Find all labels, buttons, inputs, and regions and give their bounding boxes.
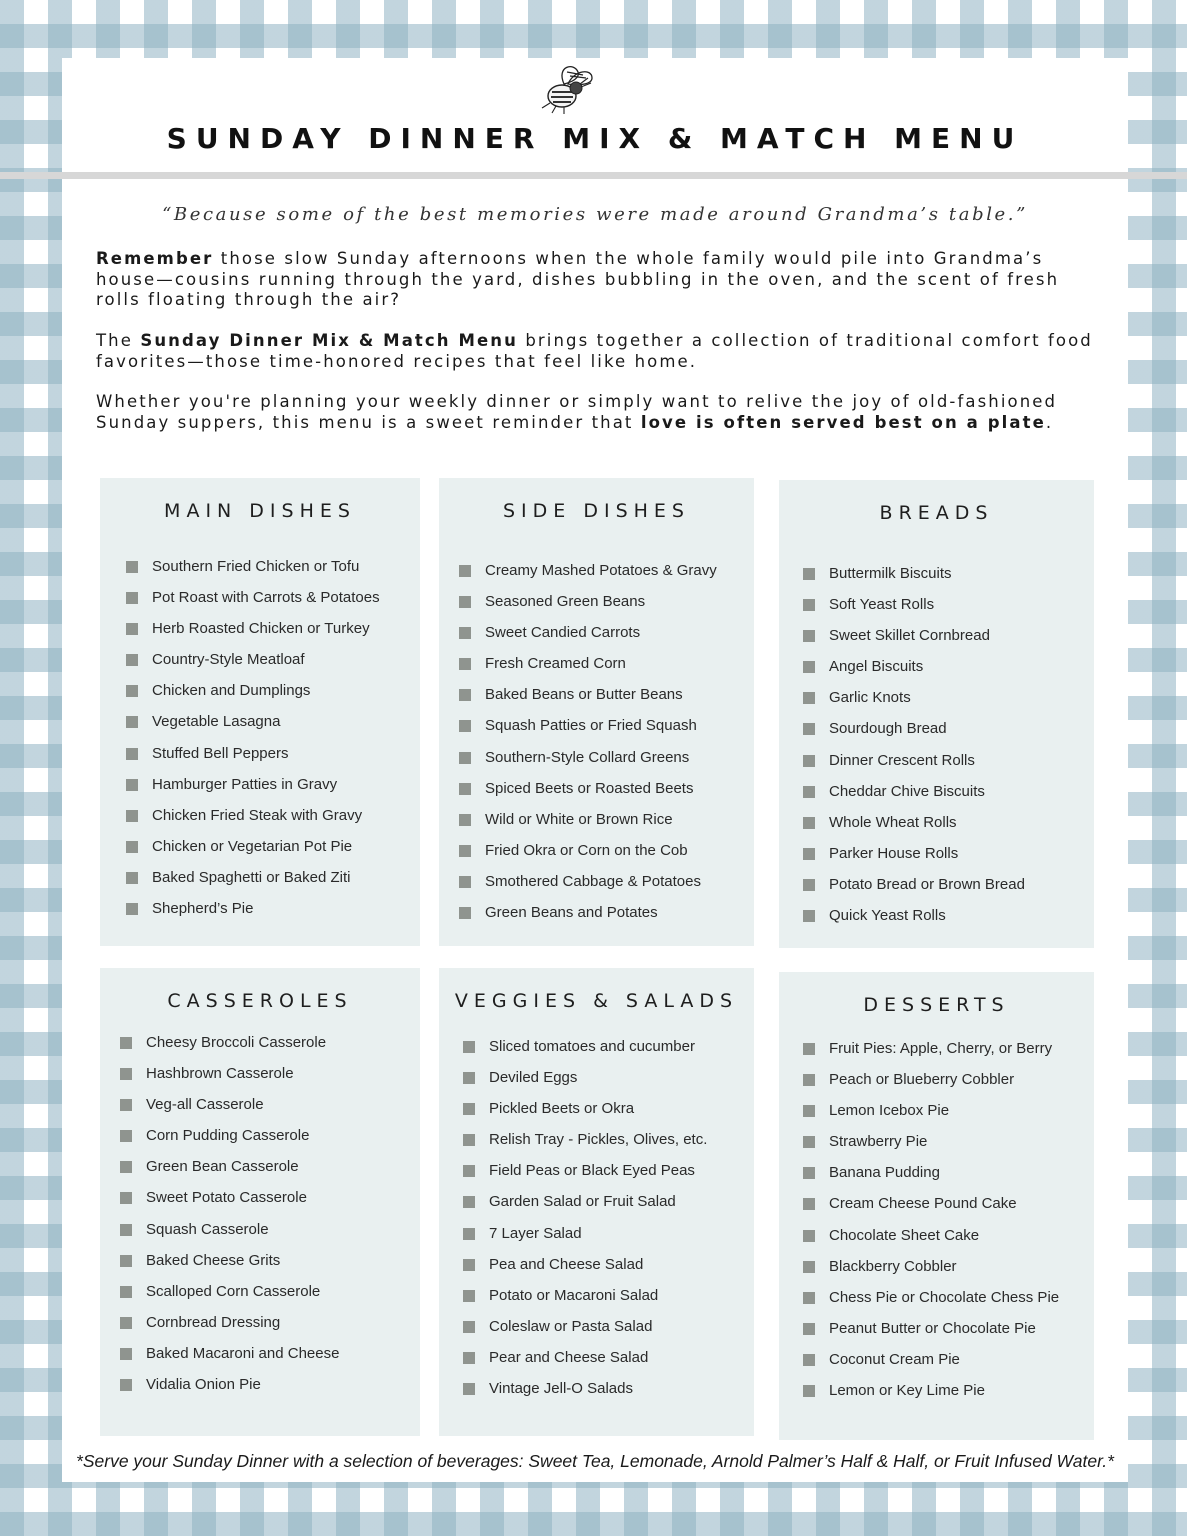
list-item: [803, 689, 1025, 720]
square-bullet-icon: [803, 1292, 815, 1304]
item-label: Soft Yeast Rolls: [829, 596, 935, 614]
item-label: Pea and Cheese Salad: [489, 1255, 644, 1273]
beverage-note: *Serve your Sunday Dinner with a selection of beverages: Sweet Tea, Lemonade, Arnold Palmer’s Half & Half, or Fruit Infused Water.*: [76, 1451, 1114, 1471]
item-label: Parker House Rolls: [829, 844, 959, 862]
square-bullet-icon: [126, 748, 138, 760]
square-bullet-icon: [463, 1352, 475, 1364]
square-bullet-icon: [126, 654, 138, 666]
list-item: [459, 686, 717, 717]
square-bullet-icon: [459, 596, 471, 608]
item-label: Sliced tomatoes and cucumber: [489, 1038, 695, 1055]
square-bullet-icon: [803, 599, 815, 611]
square-bullet-icon: [120, 1161, 132, 1173]
square-bullet-icon: [463, 1196, 475, 1208]
item-label: Pickled Beets or Okra: [489, 1100, 635, 1118]
list-item: [120, 1252, 339, 1283]
list-item: [803, 1133, 1059, 1164]
item-label: Cornbread Dressing: [146, 1313, 281, 1331]
square-bullet-icon: [803, 1198, 815, 1210]
bee-icon: [534, 62, 598, 116]
item-label: Baked Beans or Butter Beans: [485, 686, 683, 704]
item-label: Shepherd’s Pie: [152, 900, 254, 918]
item-label: Fried Okra or Corn on the Cob: [485, 841, 688, 859]
list-item: [459, 562, 717, 593]
list-item: [120, 1127, 339, 1158]
list-item: [463, 1287, 707, 1318]
item-label: Seasoned Green Beans: [485, 593, 646, 611]
list-item: [463, 1318, 707, 1349]
list-item: [803, 658, 1025, 689]
square-bullet-icon: [803, 568, 815, 580]
list-item: [126, 651, 380, 682]
square-bullet-icon: [120, 1286, 132, 1298]
square-bullet-icon: [463, 1383, 475, 1395]
item-label: Vintage Jell-O Salads: [489, 1380, 633, 1398]
section-desserts: [779, 972, 1094, 1440]
square-bullet-icon: [459, 565, 471, 577]
square-bullet-icon: [459, 689, 471, 701]
square-bullet-icon: [120, 1099, 132, 1111]
list-item: [803, 1227, 1059, 1258]
list-item: [463, 1131, 707, 1162]
list-item: [126, 838, 380, 869]
square-bullet-icon: [803, 848, 815, 860]
intro-quote: “Because some of the best memories were made around Grandma’s table.”: [162, 204, 1028, 225]
section-breads: [779, 480, 1094, 948]
square-bullet-icon: [803, 1074, 815, 1086]
square-bullet-icon: [126, 903, 138, 915]
item-list: [803, 1040, 1059, 1413]
item-label: Fresh Creamed Corn: [485, 655, 626, 673]
list-item: [459, 749, 717, 780]
list-item: [803, 1040, 1059, 1071]
item-label: Relish Tray - Pickles, Olives, etc.: [489, 1131, 708, 1149]
square-bullet-icon: [803, 1261, 815, 1273]
square-bullet-icon: [120, 1068, 132, 1080]
square-bullet-icon: [120, 1192, 132, 1204]
square-bullet-icon: [126, 685, 138, 697]
list-item: [126, 776, 380, 807]
item-label: Chicken or Vegetarian Pot Pie: [152, 837, 353, 855]
square-bullet-icon: [803, 879, 815, 891]
square-bullet-icon: [120, 1224, 132, 1236]
list-item: [803, 720, 1025, 751]
square-bullet-icon: [459, 907, 471, 919]
square-bullet-icon: [120, 1379, 132, 1391]
list-item: [803, 1289, 1059, 1320]
item-label: Squash Patties or Fried Squash: [485, 717, 697, 735]
section-title: BREADS: [879, 502, 994, 524]
item-label: Peach or Blueberry Cobbler: [829, 1071, 1015, 1089]
square-bullet-icon: [126, 561, 138, 573]
list-item: [120, 1221, 339, 1252]
square-bullet-icon: [803, 630, 815, 642]
item-list: [459, 562, 717, 935]
square-bullet-icon: [463, 1134, 475, 1146]
item-label: Cream Cheese Pound Cake: [829, 1195, 1017, 1213]
item-label: Buttermilk Biscuits: [829, 565, 952, 582]
item-label: Banana Pudding: [829, 1164, 940, 1182]
item-label: Chicken Fried Steak with Gravy: [152, 806, 363, 824]
item-label: Hashbrown Casserole: [146, 1065, 294, 1083]
square-bullet-icon: [463, 1259, 475, 1271]
item-label: Country-Style Meatloaf: [152, 651, 305, 669]
item-label: Lemon or Key Lime Pie: [829, 1382, 985, 1400]
square-bullet-icon: [126, 872, 138, 884]
item-label: Smothered Cabbage & Potatoes: [485, 872, 701, 890]
item-label: Garlic Knots: [829, 689, 911, 707]
item-label: Chocolate Sheet Cake: [829, 1226, 980, 1244]
square-bullet-icon: [459, 876, 471, 888]
item-label: Spiced Beets or Roasted Beets: [485, 779, 694, 797]
list-item: [803, 814, 1025, 845]
item-label: Hamburger Patties in Gravy: [152, 775, 338, 793]
list-item: [459, 780, 717, 811]
square-bullet-icon: [120, 1255, 132, 1267]
section-title: VEGGIES & SALADS: [454, 990, 739, 1012]
item-label: Peanut Butter or Chocolate Pie: [829, 1319, 1036, 1337]
list-item: [803, 1195, 1059, 1226]
square-bullet-icon: [459, 845, 471, 857]
page-title: SUNDAY DINNER MIX & MATCH MENU: [166, 122, 1024, 155]
list-item: [126, 558, 380, 589]
item-label: Potato Bread or Brown Bread: [829, 875, 1025, 893]
square-bullet-icon: [120, 1130, 132, 1142]
item-label: Scalloped Corn Casserole: [146, 1282, 321, 1300]
list-item: [120, 1314, 339, 1345]
item-label: Coleslaw or Pasta Salad: [489, 1317, 653, 1335]
square-bullet-icon: [803, 786, 815, 798]
square-bullet-icon: [803, 817, 815, 829]
list-item: [120, 1283, 339, 1314]
list-item: [803, 1382, 1059, 1413]
square-bullet-icon: [463, 1072, 475, 1084]
list-item: [459, 873, 717, 904]
item-label: Whole Wheat Rolls: [829, 813, 957, 831]
square-bullet-icon: [459, 658, 471, 670]
list-item: [126, 713, 380, 744]
square-bullet-icon: [120, 1037, 132, 1049]
item-label: Chess Pie or Chocolate Chess Pie: [829, 1288, 1060, 1306]
item-label: Green Bean Casserole: [146, 1158, 299, 1176]
list-item: [803, 596, 1025, 627]
item-label: Fruit Pies: Apple, Cherry, or Berry: [829, 1040, 1053, 1057]
square-bullet-icon: [803, 1043, 815, 1055]
square-bullet-icon: [803, 1136, 815, 1148]
list-item: [803, 627, 1025, 658]
item-label: Angel Biscuits: [829, 658, 924, 676]
list-item: [463, 1069, 707, 1100]
list-item: [459, 904, 717, 935]
square-bullet-icon: [126, 716, 138, 728]
item-label: Baked Spaghetti or Baked Ziti: [152, 868, 351, 886]
square-bullet-icon: [803, 661, 815, 673]
item-label: Baked Cheese Grits: [146, 1251, 281, 1269]
item-label: Strawberry Pie: [829, 1133, 928, 1151]
square-bullet-icon: [126, 841, 138, 853]
item-label: Pot Roast with Carrots & Potatoes: [152, 589, 380, 607]
square-bullet-icon: [463, 1321, 475, 1333]
list-item: [463, 1162, 707, 1193]
square-bullet-icon: [126, 810, 138, 822]
list-item: [463, 1349, 707, 1380]
item-label: Potato or Macaroni Salad: [489, 1286, 659, 1304]
list-item: [459, 593, 717, 624]
list-item: [463, 1193, 707, 1224]
list-item: [463, 1225, 707, 1256]
list-item: [463, 1256, 707, 1287]
square-bullet-icon: [803, 1105, 815, 1117]
item-label: Quick Yeast Rolls: [829, 907, 946, 925]
item-label: Corn Pudding Casserole: [146, 1127, 310, 1145]
square-bullet-icon: [463, 1228, 475, 1240]
list-item: [803, 876, 1025, 907]
list-item: [463, 1380, 707, 1411]
intro-paragraph-1: Remember those slow Sunday afternoons when the whole family would pile into Grandma’s house—cousins running through the yard, dishes bubbling in the oven, and the scent of fresh rolls floating through the air?: [96, 249, 1060, 309]
square-bullet-icon: [463, 1165, 475, 1177]
item-label: Lemon Icebox Pie: [829, 1102, 950, 1120]
square-bullet-icon: [463, 1290, 475, 1302]
list-item: [126, 900, 380, 931]
list-item: [120, 1376, 339, 1407]
square-bullet-icon: [459, 720, 471, 732]
square-bullet-icon: [803, 1167, 815, 1179]
list-item: [126, 620, 380, 651]
list-item: [803, 1351, 1059, 1382]
item-label: Sweet Skillet Cornbread: [829, 627, 990, 645]
list-item: [120, 1345, 339, 1376]
list-item: [126, 807, 380, 838]
list-item: [126, 682, 380, 713]
item-list: [120, 1034, 339, 1407]
item-label: Cheesy Broccoli Casserole: [146, 1034, 327, 1051]
item-label: Sweet Candied Carrots: [485, 624, 641, 642]
list-item: [803, 1071, 1059, 1102]
list-item: [803, 752, 1025, 783]
item-label: Sweet Potato Casserole: [146, 1189, 307, 1207]
square-bullet-icon: [120, 1317, 132, 1329]
square-bullet-icon: [463, 1041, 475, 1053]
list-item: [120, 1096, 339, 1127]
intro-paragraph-3: Whether you're planning your weekly dinner or simply want to relive the joy of old-fashioned Sunday suppers, this menu is a sweet reminder that love is often served best on a plate.: [96, 392, 1058, 432]
item-list: [126, 558, 380, 931]
section-title: CASSEROLES: [167, 990, 353, 1012]
list-item: [459, 842, 717, 873]
item-list: [463, 1038, 707, 1411]
section-veggies-salads: [439, 968, 754, 1436]
square-bullet-icon: [126, 623, 138, 635]
intro-paragraph-2: The Sunday Dinner Mix & Match Menu brings together a collection of traditional comfort food favorites—those time-honored recipes that feel like home.: [96, 331, 1093, 371]
item-label: Baked Macaroni and Cheese: [146, 1344, 340, 1362]
section-main-dishes: [100, 478, 420, 946]
list-item: [126, 745, 380, 776]
item-label: Squash Casserole: [146, 1220, 269, 1238]
item-label: Southern Fried Chicken or Tofu: [152, 558, 360, 575]
list-item: [803, 845, 1025, 876]
item-label: 7 Layer Salad: [489, 1224, 582, 1242]
list-item: [803, 907, 1025, 938]
section-casseroles: [100, 968, 420, 1436]
list-item: [459, 717, 717, 748]
section-title: MAIN DISHES: [164, 500, 356, 522]
item-label: Creamy Mashed Potatoes & Gravy: [485, 562, 717, 579]
list-item: [803, 565, 1025, 596]
list-item: [459, 655, 717, 686]
item-label: Field Peas or Black Eyed Peas: [489, 1162, 695, 1180]
item-label: Vidalia Onion Pie: [146, 1376, 261, 1394]
list-item: [459, 624, 717, 655]
square-bullet-icon: [120, 1348, 132, 1360]
list-item: [463, 1100, 707, 1131]
list-item: [803, 1164, 1059, 1195]
list-item: [803, 1258, 1059, 1289]
item-label: Green Beans and Potates: [485, 904, 658, 922]
item-label: Sourdough Bread: [829, 720, 947, 738]
square-bullet-icon: [803, 910, 815, 922]
item-label: Cheddar Chive Biscuits: [829, 782, 985, 800]
list-item: [803, 783, 1025, 814]
section-title: DESSERTS: [863, 994, 1010, 1016]
item-list: [803, 565, 1025, 938]
item-label: Dinner Crescent Rolls: [829, 751, 975, 769]
list-item: [120, 1034, 339, 1065]
item-label: Veg-all Casserole: [146, 1096, 264, 1114]
item-label: Garden Salad or Fruit Salad: [489, 1193, 676, 1211]
square-bullet-icon: [803, 723, 815, 735]
list-item: [120, 1158, 339, 1189]
item-label: Chicken and Dumplings: [152, 682, 311, 700]
square-bullet-icon: [803, 692, 815, 704]
item-label: Pear and Cheese Salad: [489, 1348, 649, 1366]
list-item: [459, 811, 717, 842]
square-bullet-icon: [803, 1323, 815, 1335]
list-item: [120, 1189, 339, 1220]
list-item: [120, 1065, 339, 1096]
square-bullet-icon: [459, 752, 471, 764]
square-bullet-icon: [126, 592, 138, 604]
square-bullet-icon: [459, 783, 471, 795]
list-item: [803, 1102, 1059, 1133]
item-label: Coconut Cream Pie: [829, 1350, 960, 1368]
list-item: [463, 1038, 707, 1069]
item-label: Herb Roasted Chicken or Turkey: [152, 620, 370, 638]
title-divider: [0, 172, 1187, 179]
list-item: [126, 589, 380, 620]
item-label: Blackberry Cobbler: [829, 1257, 957, 1275]
menu-page: [62, 58, 1128, 1482]
item-label: Stuffed Bell Peppers: [152, 744, 289, 762]
square-bullet-icon: [459, 627, 471, 639]
square-bullet-icon: [803, 1354, 815, 1366]
square-bullet-icon: [126, 779, 138, 791]
section-title: SIDE DISHES: [503, 500, 690, 522]
item-label: Deviled Eggs: [489, 1069, 578, 1087]
square-bullet-icon: [803, 755, 815, 767]
item-label: Vegetable Lasagna: [152, 713, 281, 731]
square-bullet-icon: [459, 814, 471, 826]
square-bullet-icon: [803, 1385, 815, 1397]
item-label: Southern-Style Collard Greens: [485, 748, 690, 766]
square-bullet-icon: [463, 1103, 475, 1115]
list-item: [803, 1320, 1059, 1351]
square-bullet-icon: [803, 1230, 815, 1242]
list-item: [126, 869, 380, 900]
section-side-dishes: [439, 478, 754, 946]
item-label: Wild or White or Brown Rice: [485, 810, 673, 828]
